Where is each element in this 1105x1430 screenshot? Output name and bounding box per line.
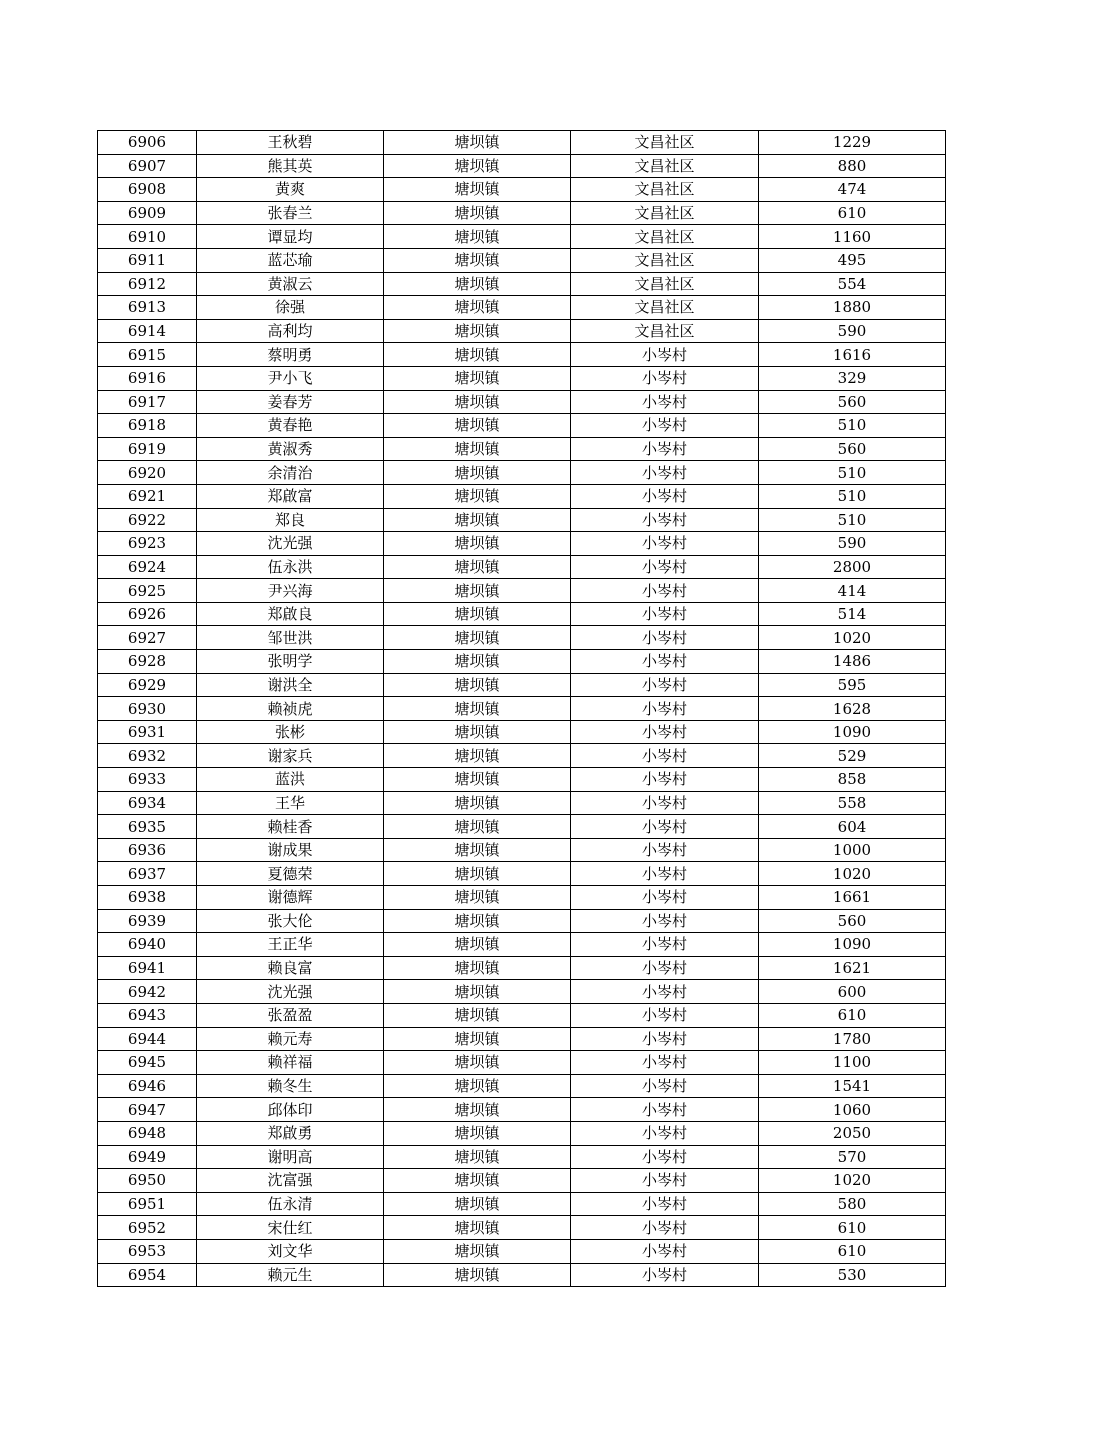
- name-cell: 赖桂香: [197, 815, 384, 839]
- row-number-cell: 6952: [98, 1216, 197, 1240]
- town-cell: 塘坝镇: [384, 272, 571, 296]
- village-cell: 文昌社区: [571, 248, 759, 272]
- name-cell: 谢洪全: [197, 673, 384, 697]
- town-cell: 塘坝镇: [384, 131, 571, 155]
- town-cell: 塘坝镇: [384, 1098, 571, 1122]
- name-cell: 邹世洪: [197, 626, 384, 650]
- name-cell: 邱体印: [197, 1098, 384, 1122]
- amount-cell: 1880: [759, 296, 946, 320]
- row-number-cell: 6946: [98, 1074, 197, 1098]
- amount-cell: 1780: [759, 1027, 946, 1051]
- amount-cell: 1628: [759, 697, 946, 721]
- amount-cell: 514: [759, 602, 946, 626]
- town-cell: 塘坝镇: [384, 1074, 571, 1098]
- town-cell: 塘坝镇: [384, 744, 571, 768]
- village-cell: 文昌社区: [571, 201, 759, 225]
- name-cell: 谭显均: [197, 225, 384, 249]
- table-row: [98, 461, 946, 485]
- village-cell: 文昌社区: [571, 131, 759, 155]
- amount-cell: 2800: [759, 555, 946, 579]
- name-cell: 张明学: [197, 650, 384, 674]
- village-cell: 小岑村: [571, 366, 759, 390]
- name-cell: 沈光强: [197, 532, 384, 556]
- town-cell: 塘坝镇: [384, 461, 571, 485]
- amount-cell: 1090: [759, 933, 946, 957]
- table-row: [98, 1169, 946, 1193]
- name-cell: 赖元生: [197, 1263, 384, 1287]
- amount-cell: 510: [759, 484, 946, 508]
- row-number-cell: 6939: [98, 909, 197, 933]
- data-table: [97, 130, 946, 1287]
- row-number-cell: 6906: [98, 131, 197, 155]
- amount-cell: 495: [759, 248, 946, 272]
- amount-cell: 1090: [759, 720, 946, 744]
- amount-cell: 474: [759, 178, 946, 202]
- table-row: [98, 1074, 946, 1098]
- name-cell: 黄淑云: [197, 272, 384, 296]
- town-cell: 塘坝镇: [384, 1216, 571, 1240]
- village-cell: 小岑村: [571, 1074, 759, 1098]
- amount-cell: 590: [759, 532, 946, 556]
- village-cell: 小岑村: [571, 768, 759, 792]
- village-cell: 小岑村: [571, 862, 759, 886]
- table-row: [98, 390, 946, 414]
- town-cell: 塘坝镇: [384, 1263, 571, 1287]
- town-cell: 塘坝镇: [384, 626, 571, 650]
- table-row: [98, 1121, 946, 1145]
- name-cell: 赖冬生: [197, 1074, 384, 1098]
- name-cell: 郑良: [197, 508, 384, 532]
- row-number-cell: 6931: [98, 720, 197, 744]
- row-number-cell: 6954: [98, 1263, 197, 1287]
- name-cell: 赖祯虎: [197, 697, 384, 721]
- row-number-cell: 6910: [98, 225, 197, 249]
- name-cell: 赖元寿: [197, 1027, 384, 1051]
- amount-cell: 610: [759, 1003, 946, 1027]
- amount-cell: 570: [759, 1145, 946, 1169]
- table-row: [98, 201, 946, 225]
- town-cell: 塘坝镇: [384, 933, 571, 957]
- table-row: [98, 343, 946, 367]
- village-cell: 小岑村: [571, 1239, 759, 1263]
- town-cell: 塘坝镇: [384, 178, 571, 202]
- amount-cell: 510: [759, 508, 946, 532]
- village-cell: 文昌社区: [571, 319, 759, 343]
- name-cell: 王秋碧: [197, 131, 384, 155]
- table-row: [98, 319, 946, 343]
- town-cell: 塘坝镇: [384, 697, 571, 721]
- row-number-cell: 6945: [98, 1051, 197, 1075]
- name-cell: 沈光强: [197, 980, 384, 1004]
- name-cell: 谢成果: [197, 838, 384, 862]
- village-cell: 小岑村: [571, 484, 759, 508]
- village-cell: 小岑村: [571, 1216, 759, 1240]
- table-row: [98, 154, 946, 178]
- row-number-cell: 6932: [98, 744, 197, 768]
- village-cell: 小岑村: [571, 1192, 759, 1216]
- row-number-cell: 6947: [98, 1098, 197, 1122]
- amount-cell: 560: [759, 390, 946, 414]
- table-row: [98, 579, 946, 603]
- town-cell: 塘坝镇: [384, 886, 571, 910]
- row-number-cell: 6924: [98, 555, 197, 579]
- amount-cell: 858: [759, 768, 946, 792]
- name-cell: 伍永清: [197, 1192, 384, 1216]
- table-row: [98, 1027, 946, 1051]
- name-cell: 蔡明勇: [197, 343, 384, 367]
- village-cell: 小岑村: [571, 1051, 759, 1075]
- table-row: [98, 532, 946, 556]
- town-cell: 塘坝镇: [384, 980, 571, 1004]
- table-row: [98, 909, 946, 933]
- table-row: [98, 626, 946, 650]
- row-number-cell: 6914: [98, 319, 197, 343]
- table-row: [98, 1051, 946, 1075]
- row-number-cell: 6921: [98, 484, 197, 508]
- town-cell: 塘坝镇: [384, 296, 571, 320]
- name-cell: 姜春芳: [197, 390, 384, 414]
- town-cell: 塘坝镇: [384, 1027, 571, 1051]
- town-cell: 塘坝镇: [384, 602, 571, 626]
- row-number-cell: 6930: [98, 697, 197, 721]
- village-cell: 小岑村: [571, 933, 759, 957]
- table-row: [98, 697, 946, 721]
- town-cell: 塘坝镇: [384, 838, 571, 862]
- name-cell: 黄淑秀: [197, 437, 384, 461]
- table-row: [98, 1098, 946, 1122]
- amount-cell: 560: [759, 437, 946, 461]
- village-cell: 小岑村: [571, 886, 759, 910]
- row-number-cell: 6919: [98, 437, 197, 461]
- amount-cell: 590: [759, 319, 946, 343]
- town-cell: 塘坝镇: [384, 248, 571, 272]
- town-cell: 塘坝镇: [384, 1192, 571, 1216]
- town-cell: 塘坝镇: [384, 225, 571, 249]
- amount-cell: 529: [759, 744, 946, 768]
- name-cell: 沈富强: [197, 1169, 384, 1193]
- amount-cell: 610: [759, 1239, 946, 1263]
- row-number-cell: 6935: [98, 815, 197, 839]
- amount-cell: 1100: [759, 1051, 946, 1075]
- amount-cell: 600: [759, 980, 946, 1004]
- name-cell: 黄爽: [197, 178, 384, 202]
- row-number-cell: 6915: [98, 343, 197, 367]
- amount-cell: 2050: [759, 1121, 946, 1145]
- village-cell: 小岑村: [571, 1098, 759, 1122]
- row-number-cell: 6942: [98, 980, 197, 1004]
- name-cell: 张春兰: [197, 201, 384, 225]
- table-row: [98, 1239, 946, 1263]
- amount-cell: 1020: [759, 626, 946, 650]
- name-cell: 郑啟勇: [197, 1121, 384, 1145]
- table-row: [98, 673, 946, 697]
- village-cell: 小岑村: [571, 555, 759, 579]
- village-cell: 小岑村: [571, 532, 759, 556]
- town-cell: 塘坝镇: [384, 201, 571, 225]
- table-row: [98, 838, 946, 862]
- village-cell: 小岑村: [571, 980, 759, 1004]
- amount-cell: 1616: [759, 343, 946, 367]
- amount-cell: 530: [759, 1263, 946, 1287]
- name-cell: 张彬: [197, 720, 384, 744]
- town-cell: 塘坝镇: [384, 815, 571, 839]
- amount-cell: 329: [759, 366, 946, 390]
- row-number-cell: 6923: [98, 532, 197, 556]
- amount-cell: 1661: [759, 886, 946, 910]
- table-row: [98, 768, 946, 792]
- table-row: [98, 272, 946, 296]
- town-cell: 塘坝镇: [384, 650, 571, 674]
- amount-cell: 1541: [759, 1074, 946, 1098]
- village-cell: 小岑村: [571, 909, 759, 933]
- row-number-cell: 6928: [98, 650, 197, 674]
- amount-cell: 604: [759, 815, 946, 839]
- village-cell: 小岑村: [571, 579, 759, 603]
- village-cell: 小岑村: [571, 1027, 759, 1051]
- town-cell: 塘坝镇: [384, 909, 571, 933]
- name-cell: 徐强: [197, 296, 384, 320]
- town-cell: 塘坝镇: [384, 1003, 571, 1027]
- village-cell: 小岑村: [571, 461, 759, 485]
- name-cell: 熊其英: [197, 154, 384, 178]
- village-cell: 小岑村: [571, 1169, 759, 1193]
- amount-cell: 1160: [759, 225, 946, 249]
- row-number-cell: 6908: [98, 178, 197, 202]
- amount-cell: 554: [759, 272, 946, 296]
- village-cell: 小岑村: [571, 390, 759, 414]
- name-cell: 郑啟富: [197, 484, 384, 508]
- amount-cell: 1486: [759, 650, 946, 674]
- row-number-cell: 6937: [98, 862, 197, 886]
- name-cell: 宋仕红: [197, 1216, 384, 1240]
- town-cell: 塘坝镇: [384, 154, 571, 178]
- table-row: [98, 248, 946, 272]
- village-cell: 小岑村: [571, 508, 759, 532]
- town-cell: 塘坝镇: [384, 1051, 571, 1075]
- row-number-cell: 6920: [98, 461, 197, 485]
- town-cell: 塘坝镇: [384, 366, 571, 390]
- table-row: [98, 933, 946, 957]
- town-cell: 塘坝镇: [384, 1239, 571, 1263]
- row-number-cell: 6907: [98, 154, 197, 178]
- town-cell: 塘坝镇: [384, 1121, 571, 1145]
- row-number-cell: 6922: [98, 508, 197, 532]
- village-cell: 小岑村: [571, 414, 759, 438]
- town-cell: 塘坝镇: [384, 768, 571, 792]
- table-row: [98, 815, 946, 839]
- amount-cell: 1020: [759, 1169, 946, 1193]
- village-cell: 小岑村: [571, 744, 759, 768]
- row-number-cell: 6912: [98, 272, 197, 296]
- name-cell: 王正华: [197, 933, 384, 957]
- village-cell: 小岑村: [571, 602, 759, 626]
- table-row: [98, 1003, 946, 1027]
- town-cell: 塘坝镇: [384, 1169, 571, 1193]
- table-row: [98, 178, 946, 202]
- amount-cell: 558: [759, 791, 946, 815]
- amount-cell: 1060: [759, 1098, 946, 1122]
- town-cell: 塘坝镇: [384, 484, 571, 508]
- name-cell: 黄春艳: [197, 414, 384, 438]
- amount-cell: 580: [759, 1192, 946, 1216]
- village-cell: 小岑村: [571, 791, 759, 815]
- row-number-cell: 6938: [98, 886, 197, 910]
- name-cell: 夏德荣: [197, 862, 384, 886]
- table-row: [98, 296, 946, 320]
- name-cell: 郑啟良: [197, 602, 384, 626]
- amount-cell: 1000: [759, 838, 946, 862]
- name-cell: 尹小飞: [197, 366, 384, 390]
- row-number-cell: 6941: [98, 956, 197, 980]
- row-number-cell: 6940: [98, 933, 197, 957]
- row-number-cell: 6943: [98, 1003, 197, 1027]
- village-cell: 文昌社区: [571, 296, 759, 320]
- row-number-cell: 6929: [98, 673, 197, 697]
- village-cell: 小岑村: [571, 626, 759, 650]
- name-cell: 王华: [197, 791, 384, 815]
- row-number-cell: 6925: [98, 579, 197, 603]
- table-row: [98, 650, 946, 674]
- name-cell: 谢家兵: [197, 744, 384, 768]
- name-cell: 张盈盈: [197, 1003, 384, 1027]
- amount-cell: 510: [759, 414, 946, 438]
- village-cell: 小岑村: [571, 838, 759, 862]
- town-cell: 塘坝镇: [384, 720, 571, 744]
- table-row: [98, 1192, 946, 1216]
- table-row: [98, 508, 946, 532]
- table-row: [98, 225, 946, 249]
- table-row: [98, 1145, 946, 1169]
- table-row: [98, 602, 946, 626]
- amount-cell: 414: [759, 579, 946, 603]
- name-cell: 谢明高: [197, 1145, 384, 1169]
- table-row: [98, 886, 946, 910]
- amount-cell: 610: [759, 1216, 946, 1240]
- row-number-cell: 6909: [98, 201, 197, 225]
- row-number-cell: 6951: [98, 1192, 197, 1216]
- table-row: [98, 131, 946, 155]
- row-number-cell: 6950: [98, 1169, 197, 1193]
- village-cell: 小岑村: [571, 343, 759, 367]
- table-row: [98, 862, 946, 886]
- name-cell: 蓝芯瑜: [197, 248, 384, 272]
- table-row: [98, 366, 946, 390]
- town-cell: 塘坝镇: [384, 555, 571, 579]
- name-cell: 张大伦: [197, 909, 384, 933]
- table-body: [98, 131, 946, 1287]
- town-cell: 塘坝镇: [384, 414, 571, 438]
- name-cell: 谢德辉: [197, 886, 384, 910]
- row-number-cell: 6926: [98, 602, 197, 626]
- name-cell: 蓝洪: [197, 768, 384, 792]
- village-cell: 文昌社区: [571, 272, 759, 296]
- name-cell: 伍永洪: [197, 555, 384, 579]
- village-cell: 小岑村: [571, 1003, 759, 1027]
- town-cell: 塘坝镇: [384, 791, 571, 815]
- row-number-cell: 6927: [98, 626, 197, 650]
- town-cell: 塘坝镇: [384, 390, 571, 414]
- village-cell: 文昌社区: [571, 178, 759, 202]
- amount-cell: 595: [759, 673, 946, 697]
- table-row: [98, 956, 946, 980]
- name-cell: 余清治: [197, 461, 384, 485]
- town-cell: 塘坝镇: [384, 319, 571, 343]
- village-cell: 小岑村: [571, 815, 759, 839]
- row-number-cell: 6953: [98, 1239, 197, 1263]
- amount-cell: 510: [759, 461, 946, 485]
- village-cell: 文昌社区: [571, 225, 759, 249]
- row-number-cell: 6918: [98, 414, 197, 438]
- table-row: [98, 791, 946, 815]
- town-cell: 塘坝镇: [384, 862, 571, 886]
- row-number-cell: 6916: [98, 366, 197, 390]
- village-cell: 小岑村: [571, 720, 759, 744]
- town-cell: 塘坝镇: [384, 508, 571, 532]
- name-cell: 刘文华: [197, 1239, 384, 1263]
- village-cell: 小岑村: [571, 1145, 759, 1169]
- village-cell: 小岑村: [571, 650, 759, 674]
- village-cell: 小岑村: [571, 1121, 759, 1145]
- table-row: [98, 1216, 946, 1240]
- table-row: [98, 980, 946, 1004]
- table-row: [98, 414, 946, 438]
- village-cell: 小岑村: [571, 1263, 759, 1287]
- row-number-cell: 6911: [98, 248, 197, 272]
- name-cell: 高利均: [197, 319, 384, 343]
- town-cell: 塘坝镇: [384, 343, 571, 367]
- row-number-cell: 6936: [98, 838, 197, 862]
- amount-cell: 560: [759, 909, 946, 933]
- row-number-cell: 6949: [98, 1145, 197, 1169]
- town-cell: 塘坝镇: [384, 956, 571, 980]
- town-cell: 塘坝镇: [384, 437, 571, 461]
- name-cell: 赖良富: [197, 956, 384, 980]
- table-row: [98, 720, 946, 744]
- row-number-cell: 6917: [98, 390, 197, 414]
- row-number-cell: 6948: [98, 1121, 197, 1145]
- name-cell: 赖祥福: [197, 1051, 384, 1075]
- amount-cell: 880: [759, 154, 946, 178]
- amount-cell: 1229: [759, 131, 946, 155]
- town-cell: 塘坝镇: [384, 579, 571, 603]
- town-cell: 塘坝镇: [384, 1145, 571, 1169]
- table-row: [98, 1263, 946, 1287]
- row-number-cell: 6933: [98, 768, 197, 792]
- village-cell: 小岑村: [571, 956, 759, 980]
- amount-cell: 1020: [759, 862, 946, 886]
- town-cell: 塘坝镇: [384, 532, 571, 556]
- village-cell: 文昌社区: [571, 154, 759, 178]
- table-row: [98, 484, 946, 508]
- village-cell: 小岑村: [571, 697, 759, 721]
- row-number-cell: 6944: [98, 1027, 197, 1051]
- table-row: [98, 437, 946, 461]
- village-cell: 小岑村: [571, 437, 759, 461]
- table-row: [98, 555, 946, 579]
- town-cell: 塘坝镇: [384, 673, 571, 697]
- table-row: [98, 744, 946, 768]
- amount-cell: 1621: [759, 956, 946, 980]
- name-cell: 尹兴海: [197, 579, 384, 603]
- row-number-cell: 6913: [98, 296, 197, 320]
- row-number-cell: 6934: [98, 791, 197, 815]
- amount-cell: 610: [759, 201, 946, 225]
- village-cell: 小岑村: [571, 673, 759, 697]
